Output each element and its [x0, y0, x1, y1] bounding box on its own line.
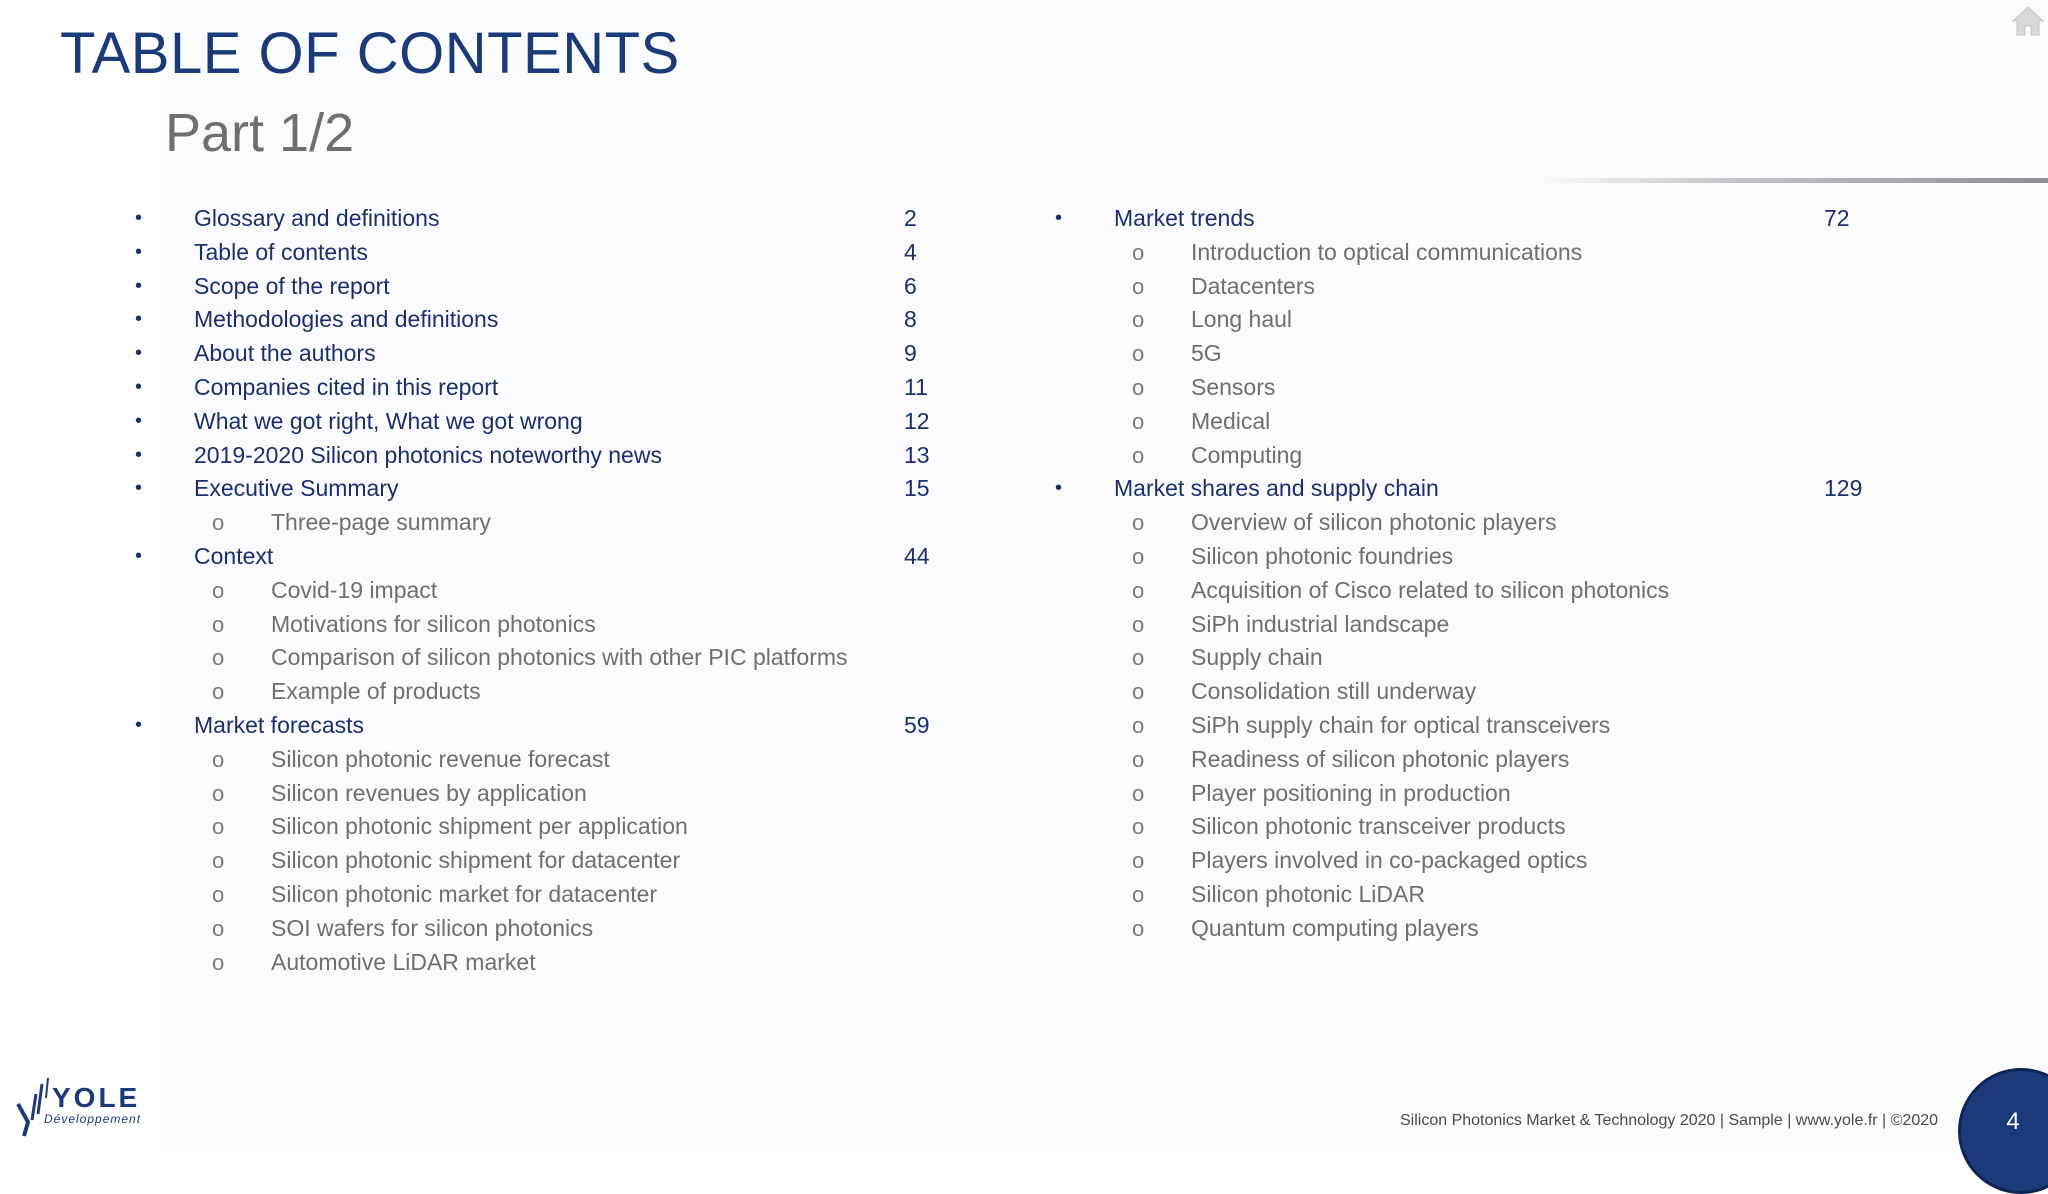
toc-entry-page: 44 — [904, 542, 930, 569]
toc-right-column — [1050, 202, 1930, 946]
toc-entry-label: Comparison of silicon photonics with other PIC platforms — [271, 644, 848, 671]
toc-subentry[interactable] — [1050, 844, 1930, 878]
toc-entry[interactable] — [130, 371, 950, 405]
circle-bullet-icon: o — [1132, 780, 1145, 806]
toc-entry-label: Silicon photonic transceiver products — [1191, 813, 1566, 840]
toc-subentry[interactable] — [130, 810, 950, 844]
toc-entry-label: 2019-2020 Silicon photonics noteworthy news — [194, 441, 662, 468]
bullet-icon: • — [135, 375, 143, 398]
toc-entry-page: 6 — [904, 272, 917, 299]
toc-subentry[interactable] — [1050, 405, 1930, 439]
toc-entry[interactable] — [130, 439, 950, 473]
toc-subentry[interactable] — [1050, 641, 1930, 675]
toc-subentry[interactable] — [1050, 743, 1930, 777]
toc-entry-label: Automotive LiDAR market — [271, 948, 536, 975]
page-title: TABLE OF CONTENTS — [60, 21, 680, 86]
toc-entry-label: Acquisition of Cisco related to silicon photonics — [1191, 576, 1670, 603]
circle-bullet-icon: o — [1132, 848, 1145, 874]
toc-entry-label: Overview of silicon photonic players — [1191, 509, 1557, 536]
toc-entry-label: Companies cited in this report — [194, 373, 499, 400]
toc-subentry[interactable] — [1050, 371, 1930, 405]
toc-entry-page: 59 — [904, 711, 930, 738]
toc-entry-label: What we got right, What we got wrong — [194, 407, 583, 434]
toc-entry-label: 5G — [1191, 340, 1222, 367]
toc-subentry[interactable] — [130, 506, 950, 540]
toc-subentry[interactable] — [1050, 439, 1930, 473]
toc-subentry[interactable] — [130, 912, 950, 946]
toc-entry-label: About the authors — [194, 340, 376, 367]
circle-bullet-icon: o — [1132, 408, 1145, 434]
toc-entry-label: Methodologies and definitions — [194, 306, 499, 333]
toc-entry-page: 13 — [904, 441, 930, 468]
bullet-icon: • — [135, 713, 143, 736]
circle-bullet-icon: o — [1132, 577, 1145, 603]
toc-entry-label: Example of products — [271, 678, 481, 705]
toc-entry-label: Table of contents — [194, 238, 368, 265]
circle-bullet-icon: o — [1132, 307, 1145, 333]
circle-bullet-icon: o — [212, 848, 225, 874]
logo-name: YOLE — [52, 1082, 141, 1113]
circle-bullet-icon: o — [1132, 341, 1145, 367]
circle-bullet-icon: o — [212, 949, 225, 975]
bullet-icon: • — [1055, 207, 1063, 229]
page-number: 4 — [2006, 1108, 2020, 1135]
bullet-icon: • — [135, 443, 143, 466]
circle-bullet-icon: o — [1132, 273, 1145, 299]
toc-subentry[interactable] — [1050, 709, 1930, 743]
circle-bullet-icon: o — [1132, 746, 1145, 772]
circle-bullet-icon: o — [1132, 881, 1145, 907]
toc-entry-label: Medical — [1191, 407, 1271, 434]
circle-bullet-icon: o — [212, 577, 225, 603]
toc-subentry[interactable] — [1050, 540, 1930, 574]
toc-entry-label: Readiness of silicon photonic players — [1191, 745, 1570, 772]
circle-bullet-icon: o — [1132, 645, 1145, 671]
bullet-icon: • — [135, 240, 143, 263]
toc-entry-label: Silicon photonic market for datacenter — [271, 880, 658, 907]
toc-entry-page: 9 — [904, 340, 917, 367]
toc-entry-page: 12 — [904, 407, 930, 434]
toc-subentry[interactable] — [130, 641, 950, 675]
toc-subentry[interactable] — [1050, 506, 1930, 540]
circle-bullet-icon: o — [212, 510, 225, 536]
toc-entry-page: 4 — [904, 238, 917, 265]
toc-subentry[interactable] — [130, 608, 950, 642]
toc-entry-label: Silicon photonic shipment for datacenter — [271, 847, 681, 874]
toc-entry-label: SiPh supply chain for optical transceivers — [1191, 711, 1611, 738]
toc-entry-page: 129 — [1824, 475, 1863, 502]
toc-entry-label: Silicon photonic revenue forecast — [271, 745, 610, 772]
bullet-icon: • — [135, 274, 143, 297]
toc-entry-label: Market trends — [1114, 205, 1255, 231]
toc-entry-label: Sensors — [1191, 373, 1276, 400]
toc-entry-page: 15 — [904, 475, 930, 502]
toc-subentry[interactable] — [1050, 878, 1930, 912]
toc-entry-page: 72 — [1824, 205, 1850, 231]
circle-bullet-icon: o — [1132, 442, 1145, 468]
circle-bullet-icon: o — [1132, 679, 1145, 705]
toc-subentry[interactable] — [130, 844, 950, 878]
bullet-icon: • — [135, 477, 143, 500]
circle-bullet-icon: o — [212, 645, 225, 671]
bullet-icon: • — [135, 544, 143, 567]
circle-bullet-icon: o — [1132, 510, 1145, 536]
toc-entry-page: 2 — [904, 205, 917, 231]
toc-entry-label: Long haul — [1191, 306, 1293, 333]
toc-entry-label: Executive Summary — [194, 475, 399, 502]
toc-subentry[interactable] — [1050, 608, 1930, 642]
toc-entry-label: Scope of the report — [194, 272, 390, 299]
circle-bullet-icon: o — [212, 746, 225, 772]
toc-subentry[interactable] — [130, 878, 950, 912]
toc-entry[interactable] — [130, 540, 950, 574]
toc-entry[interactable] — [130, 202, 950, 236]
toc-entry[interactable] — [130, 709, 950, 743]
toc-entry-label: SiPh industrial landscape — [1191, 610, 1450, 637]
bullet-icon: • — [1055, 477, 1063, 500]
toc-entry-label: Silicon photonic foundries — [1191, 542, 1454, 569]
toc-entry-label: Player positioning in production — [1191, 779, 1511, 806]
toc-entry-page: 11 — [904, 373, 928, 400]
toc-subentry[interactable] — [1050, 810, 1930, 844]
toc-entry-label: Introduction to optical communications — [1191, 238, 1583, 265]
circle-bullet-icon: o — [212, 780, 225, 806]
toc-entry-label: Three-page summary — [271, 509, 491, 536]
circle-bullet-icon: o — [1132, 814, 1145, 840]
toc-entry-label: Market forecasts — [194, 711, 364, 738]
toc-entry[interactable] — [130, 405, 950, 439]
toc-entry[interactable] — [130, 472, 950, 506]
circle-bullet-icon: o — [1132, 712, 1145, 738]
toc-subentry[interactable] — [130, 946, 950, 980]
toc-entry[interactable] — [130, 337, 950, 371]
toc-entry-label: Quantum computing players — [1191, 914, 1479, 941]
toc-entry-label: Covid-19 impact — [271, 576, 438, 603]
circle-bullet-icon: o — [1132, 915, 1145, 941]
toc-subentry[interactable] — [1050, 270, 1930, 304]
toc-entry[interactable] — [130, 236, 950, 270]
toc-subentry[interactable] — [130, 777, 950, 811]
toc-left-column — [130, 202, 950, 979]
circle-bullet-icon: o — [212, 915, 225, 941]
toc-entry-label: Motivations for silicon photonics — [271, 610, 596, 637]
toc-entry-label: Glossary and definitions — [194, 205, 440, 231]
toc-entry-label: SOI wafers for silicon photonics — [271, 914, 594, 941]
toc-entry-label: Consolidation still underway — [1191, 678, 1477, 705]
circle-bullet-icon: o — [212, 611, 225, 637]
bullet-icon: • — [135, 308, 143, 331]
bullet-icon: • — [135, 207, 143, 229]
header-divider — [1540, 178, 2048, 183]
toc-subentry[interactable] — [1050, 675, 1930, 709]
toc-entry[interactable] — [130, 270, 950, 304]
toc-entry-label: Supply chain — [1191, 644, 1323, 671]
toc-subentry[interactable] — [130, 675, 950, 709]
home-icon[interactable] — [2010, 4, 2046, 38]
bullet-icon: • — [135, 342, 143, 365]
toc-subentry[interactable] — [130, 743, 950, 777]
circle-bullet-icon: o — [1132, 611, 1145, 637]
circle-bullet-icon: o — [1132, 374, 1145, 400]
bullet-icon: • — [135, 409, 143, 432]
circle-bullet-icon: o — [1132, 543, 1145, 569]
toc-entry-page: 8 — [904, 306, 917, 333]
toc-entry-label: Market shares and supply chain — [1114, 475, 1439, 502]
toc-entry-label: Context — [194, 542, 274, 569]
toc-subentry[interactable] — [1050, 777, 1930, 811]
circle-bullet-icon: o — [1132, 239, 1145, 265]
toc-subentry[interactable] — [130, 574, 950, 608]
toc-entry[interactable] — [130, 303, 950, 337]
toc-subentry[interactable] — [1050, 337, 1930, 371]
toc-subentry[interactable] — [1050, 303, 1930, 337]
toc-entry-label: Silicon revenues by application — [271, 779, 587, 806]
logo-subtitle: Développement — [44, 1112, 142, 1126]
footer-text: Silicon Photonics Market & Technology 2020 | Sample | www.yole.fr | ©2020 — [1400, 1112, 1939, 1129]
toc-entry-label: Silicon photonic shipment per application — [271, 813, 688, 840]
toc-subentry[interactable] — [1050, 236, 1930, 270]
toc-entry[interactable] — [1050, 472, 1930, 506]
toc-entry-label: Players involved in co-packaged optics — [1191, 847, 1588, 874]
page-subtitle: Part 1/2 — [165, 103, 355, 163]
circle-bullet-icon: o — [212, 814, 225, 840]
toc-subentry[interactable] — [1050, 574, 1930, 608]
toc-entry[interactable] — [1050, 202, 1930, 236]
toc-subentry[interactable] — [1050, 912, 1930, 946]
toc-entry-label: Silicon photonic LiDAR — [1191, 880, 1425, 907]
toc-entry-label: Datacenters — [1191, 272, 1316, 299]
circle-bullet-icon: o — [212, 881, 225, 907]
circle-bullet-icon: o — [212, 679, 225, 705]
toc-entry-label: Computing — [1191, 441, 1303, 468]
